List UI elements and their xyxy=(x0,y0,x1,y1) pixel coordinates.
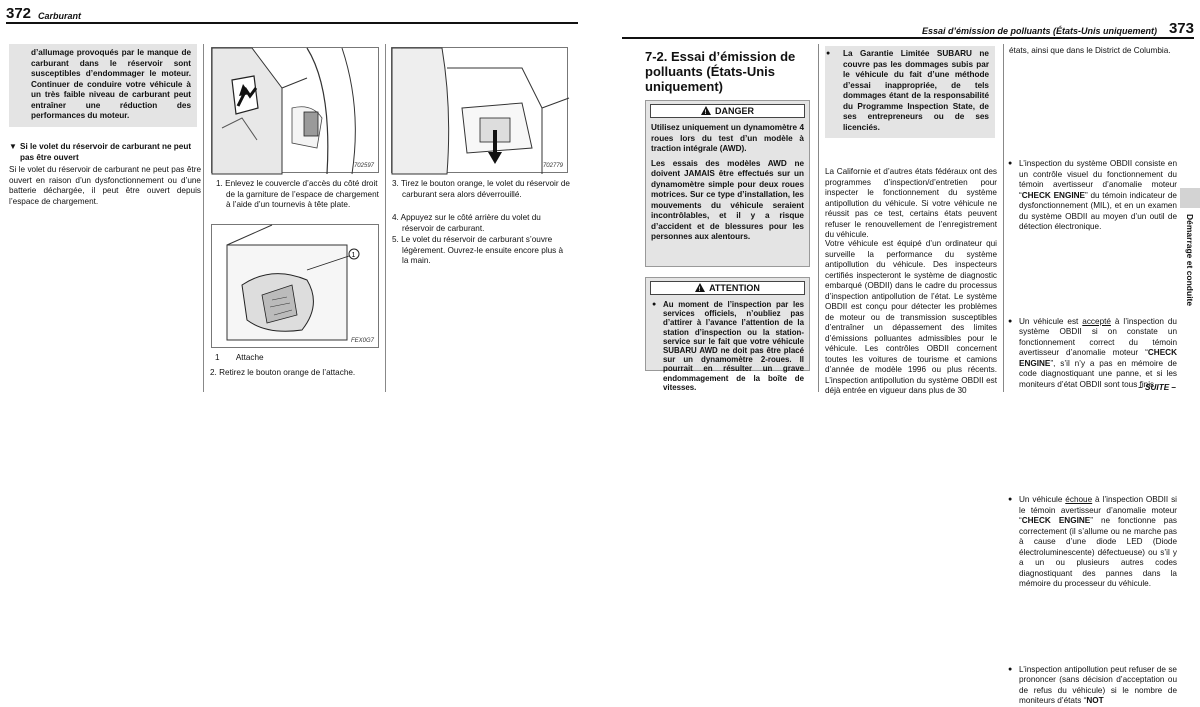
side-tab-label: Démarrage et conduite xyxy=(1185,214,1195,307)
warning-triangle-icon xyxy=(701,106,711,115)
figure-orange-knob xyxy=(391,47,568,173)
figure-code: 702597 xyxy=(353,163,374,169)
continued-marker: – SUITE – xyxy=(1138,383,1176,392)
left-header-rule xyxy=(6,22,578,24)
left-page-number: 372 xyxy=(6,5,32,22)
subheading-text: Si le volet du réservoir de carburant ne peut pas être ouvert xyxy=(20,142,192,162)
step-1: 1. Enlevez le couvercle d’accès du côté droit de la garniture de l’espace de chargement à l’aide d’un tournevis à tête plate. xyxy=(216,179,379,209)
obd-paragraph: Votre véhicule est équipé d’un ordinateur qui surveille la performance du système antipollution du véhicule. Des inspecteurs certifiés inspecteront le système de diagnostic embarqué (OBDII) dans le cadre du processus d’inspection antipollution de l’état. Le système OBDII est conçu pour détecter les problèmes de moteur ou de transmission susceptibles d’entraîner un dépassement des limites d’émissions polluantes admissibles pour le véhicule. Les contrôles OBDII concernent toutes les voitures de tourisme et camions d’année de modèle 1996 ou plus récents. L’inspection antipollution du système OBDII est déjà entrée en vigueur dans plus de 30 xyxy=(825,239,997,395)
obd-bullet-refuse: ● L’inspection antipollution peut refuser de se prononcer (sans décision d’acceptation ou de refus du véhicule) si le nombre de moniteurs d’états “NOT xyxy=(1007,665,1177,707)
cargo-area-illustration xyxy=(392,48,569,174)
clip-detail-illustration xyxy=(212,225,380,349)
column-divider xyxy=(818,44,819,392)
step-5: 5. Le volet du réservoir de carburant s’ouvre légèrement. Ouvrez-le ensuite encore plus à la main. xyxy=(392,235,564,265)
svg-text:1: 1 xyxy=(351,252,356,259)
obd-bullet-fails: ● Un véhicule échoue à l’inspection OBDII si le témoin avertisseur d’anomalie moteur “CHECK ENGINE” ne fonctionne pas correctement (il s’allume ou ne marche pas à cause d’une diode LED (Diode électroluminescente) défectueuse) ou s’il y a un ou plusieurs autres codes diagnostiquant des pannes dans la mémoire du processeur du véhicule. xyxy=(1007,495,1177,590)
step-2: 2. Retirez le bouton orange de l’attache. xyxy=(210,368,356,377)
figure-access-cover xyxy=(211,47,379,173)
right-running-header: Essai d’émission de polluants (États-Unis uniquement) xyxy=(921,26,1157,36)
warning-box-continued: d’allumage provoqués par le manque de carburant dans le réservoir sont susceptibles d’endommager le moteur. Continuer de conduire votre véhicule à un très faible niveau de carburant peut entraîner une réduction des performances du moteur. xyxy=(9,44,197,127)
figure-code: FEX0G7 xyxy=(350,338,374,344)
danger-banner xyxy=(650,104,805,118)
column-intro: états, ainsi que dans le District de Columbia. xyxy=(1009,46,1171,55)
danger-box xyxy=(645,100,810,267)
obd-bullet-accepted: ● Un véhicule est accepté à l’inspection du système OBDII si on constate un fonctionnement correct du témoin avertisseur d’anomalie moteur “CHECK ENGINE”, s’il n’y a pas en mémoire de code diagnostiquant une panne, et si les moniteurs d’état OBDII sont tous finis. xyxy=(1007,317,1177,391)
section-title: 7-2. Essai d’émission de polluants (États-Unis uniquement) xyxy=(645,49,796,94)
side-tab-marker xyxy=(1180,188,1200,208)
column-divider xyxy=(1003,44,1004,392)
car-interior-illustration xyxy=(212,48,380,174)
right-header-rule xyxy=(622,37,1194,39)
right-page-number: 373 xyxy=(1168,20,1194,37)
attention-box xyxy=(645,277,810,392)
warning-triangle-icon xyxy=(695,283,705,292)
triangle-bullet-icon: ▼ xyxy=(9,142,17,151)
left-running-header: Carburant xyxy=(38,11,82,21)
figure-caption xyxy=(215,353,375,364)
attention-banner xyxy=(650,281,805,295)
california-paragraph: La Californie et d’autres états fédéraux ont des programmes d’inspection/d’entretien pour inspecter le fonctionnement du système antipollution du véhicule. Si votre véhicule ne réussit pas ce test, certains états peuvent refuser le renouvellement de l’enregistrement du véhicule. xyxy=(825,167,997,239)
attention-label: ATTENTION xyxy=(709,283,760,293)
warranty-warning-box: ● La Garantie Limitée SUBARU ne couvre pas les dommages subis par le véhicule du fait d’une méthode d’essai inappropriée, de tels dommages étant de la responsabilité du Programme Inspection State, de ses entrepreneurs ou de ses licenciés. xyxy=(825,46,995,138)
column-divider xyxy=(385,44,386,392)
step-4: 4. Appuyez sur le côté arrière du volet du réservoir de carburant. xyxy=(392,213,541,233)
danger-label: DANGER xyxy=(714,106,754,116)
column-divider xyxy=(203,44,204,392)
subheading xyxy=(9,142,199,163)
step-3: 3. Tirez le bouton orange, le volet du réservoir de carburant sera alors déverrouillé. xyxy=(392,179,570,199)
obd-bullet-inspection: ● L’inspection du système OBDII consiste en un contrôle visuel du fonctionnement du témoin avertisseur d’anomalie moteur “CHECK ENGINE” du témoin indicateur de dysfonctionnement (MIL), et en un examen du système OBDII au moyen d’un outil de détection électronique. xyxy=(1007,159,1177,233)
caption-number: 1 xyxy=(215,353,220,362)
body-paragraph: Si le volet du réservoir de carburant ne peut pas être ouvert en raison d’un dysfonctionnement ou d’une batterie déchargée, il peut être ouvert depuis l’espace de chargement. xyxy=(9,165,201,206)
figure-code: 702779 xyxy=(542,163,563,169)
figure-clip xyxy=(211,224,379,348)
attention-item: ● Au moment de l’inspection par les services officiels, n’oubliez pas d’attirer à l’avance l’attention de la station d’inspection ou la station-service sur le fait que votre véhicule SUBARU AWD ne doit pas être placé sur un dynamomètre 2-roues. Il pourrait en résulter un grave endommagement de la boîte de vitesses. xyxy=(651,300,804,392)
danger-paragraph-2: Les essais des modèles AWD ne doivent JAMAIS être effectués sur un dynamomètre simple pour deux roues motrices. Sur ce type d’installation, les mouvements du véhicule seraient incontrôlables, et il y a risque d’accident et de blessures pour les personnes aux alentours. xyxy=(651,158,804,241)
caption-label: Attache xyxy=(235,353,264,362)
danger-paragraph-1: Utilisez uniquement un dynamomètre 4 roues lors du test d’un modèle à traction intégrale (AWD). xyxy=(651,123,804,153)
